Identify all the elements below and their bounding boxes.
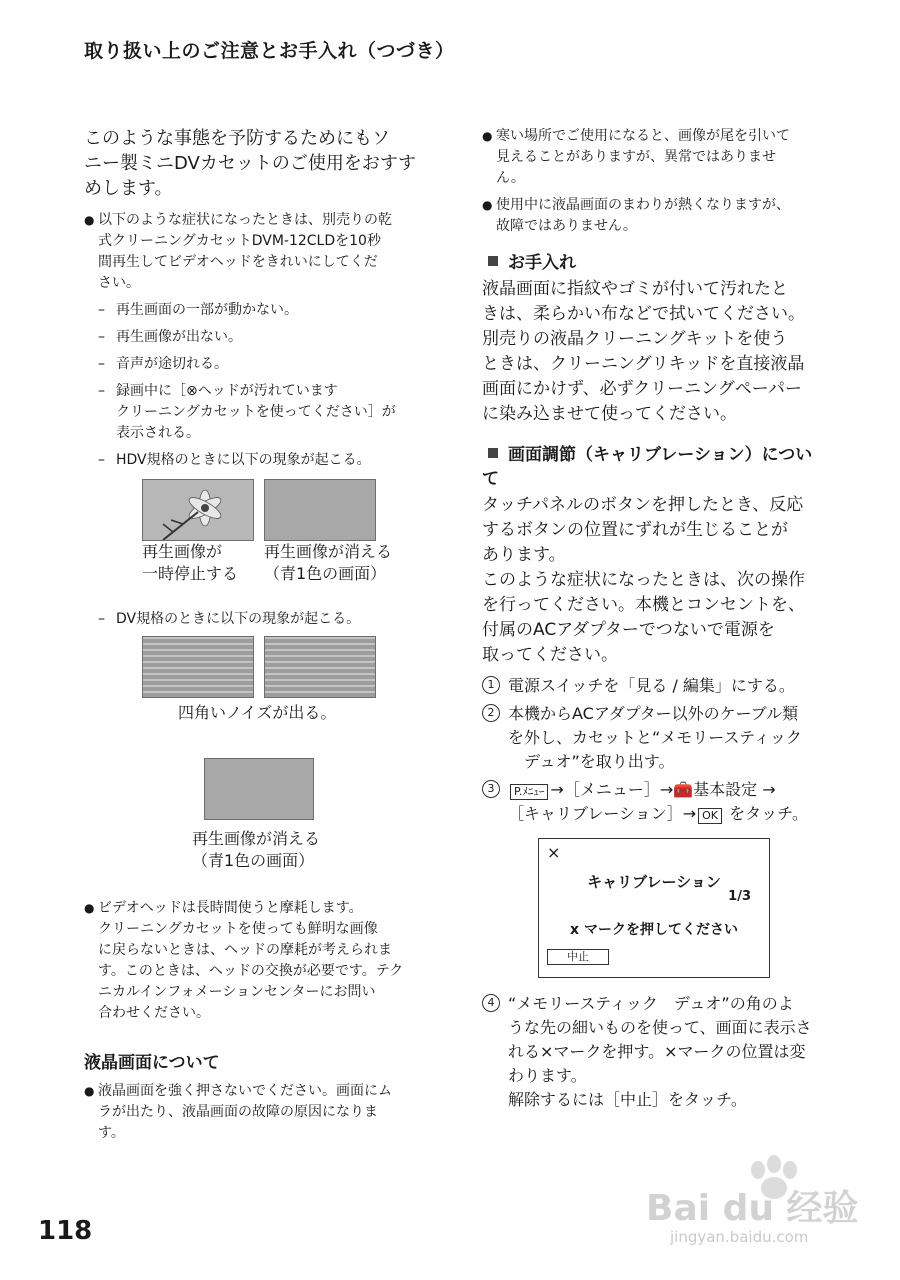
ok-button: OK: [698, 808, 722, 824]
blue-screen-figure-group: [204, 758, 434, 820]
right-column: [482, 126, 838, 1116]
symptom-item: – 録画中に［⊗ヘッドが汚れています クリーニングカセットを使ってください］が 表示される。: [98, 383, 396, 441]
toolbox-icon: 🧰: [673, 780, 694, 799]
left-column: このような事態を予防するためにもソ ニー製ミニDVカセットのご使用をおすす めします。 ● 以下のような症状になったときは、別売りの乾 式クリーニングカセットDVM-12CLDを10秒 間再生してビデオヘッドをきれいにしてくだ さい。 – 再生画面の一部が動かない。 – 再生画像が出ない。 – 音声が途切れる。 – 録画中に［⊗ヘッドが汚れています クリーニングカセットを使ってください］が 表示される。 – HDV規格のときに以下の現象が起こる。 再生画像が 一時停止する 再生画像が消える （青1色の画面） – DV規格のときに以下の現象が起こる。 四角いノイズが出る。 再生画像が消える （青1色の画面） ● ビデオヘッドは長時間使うと摩耗します。 クリーニングカセットを使っても鮮明な画像 に戻らないときは、ヘッドの摩耗が考えられま す。このときは、ヘッドの交換が必要です。テク ニカルインフォメーションセンターにお問い 合わせください。 液晶画面について ● 液晶画面を強く押さないでください。画面にム ラが出たり、液晶画面の故障の原因になりま す。: [84, 126, 434, 1150]
screen-page-counter: 1/3: [728, 889, 751, 904]
block-noise-figure: [142, 636, 254, 698]
step-1: 1 電源スイッチを「見る / 編集」にする。: [482, 674, 838, 698]
symptom-item: – 再生画像が出ない。: [98, 329, 242, 345]
calibration-x-mark: ×: [547, 843, 561, 862]
paused-image-figure: [142, 479, 254, 541]
step-4: 4 “メモリースティック デュオ”の角のよ うな先の細いものを使って、画面に表示さ れる×マークを押す。×マークの位置は変 わります。 解除するには［中止］をタッチ。: [482, 992, 838, 1112]
step-number-icon: 1: [482, 676, 500, 694]
cancel-button: 中止: [547, 949, 609, 965]
symptom-item: – HDV規格のときに以下の現象が起こる。: [98, 452, 371, 468]
lead-paragraph: このような事態を予防するためにもソ ニー製ミニDVカセットのご使用をおすす めします。: [84, 128, 417, 199]
step-number-icon: 2: [482, 704, 500, 722]
step-number-icon: 4: [482, 994, 500, 1012]
step-3: 3 P.ﾒﾆｭｰ →［メニュー］→🧰基本設定 → ［キャリブレーション］→ OK をタッチ。: [482, 778, 838, 826]
dv-figures: [142, 636, 434, 698]
blue-screen-figure: [264, 479, 376, 541]
head-wear-bullet: ● ビデオヘッドは長時間使うと摩耗します。 クリーニングカセットを使っても鮮明な画像 に戻らないときは、ヘッドの摩耗が考えられま す。このときは、ヘッドの交換が必要です。テク ニカルインフォメーションセンターにお問い 合わせください。: [84, 900, 404, 1021]
page-number: 118: [38, 1216, 93, 1246]
calibration-body: タッチパネルのボタンを押したとき、反応 するボタンの位置にずれが生じることが あります。 このような症状になったときは、次の操作 を行ってください。本機とコンセントを、 付属のACアダプターでつないで電源を 取ってください。: [482, 495, 805, 665]
block-noise-figure: [264, 636, 376, 698]
symptom-item: – 音声が途切れる。: [98, 356, 228, 372]
symptom-item: – 再生画面の一部が動かない。: [98, 302, 298, 318]
cleaning-bullet: ● 以下のような症状になったときは、別売りの乾 式クリーニングカセットDVM-12CLDを10秒 間再生してビデオヘッドをきれいにしてくだ さい。: [84, 212, 392, 291]
watermark-brand: Bai du 经验: [646, 1188, 859, 1229]
care-heading: お手入れ: [482, 251, 838, 275]
calibration-heading: 画面調節（キャリブレーション）につい て: [482, 445, 813, 489]
lcd-heading: 液晶画面について: [84, 1053, 220, 1073]
cold-bullet: ● 寒い場所でご使用になると、画像が尾を引いて 見えることがありますが、異常ではありませ ん。: [482, 128, 790, 186]
calibration-screen: [538, 838, 770, 978]
flower-icon: [143, 480, 253, 540]
care-body: 液晶画面に指紋やゴミが付いて汚れたと きは、柔らかい布などで拭いてください。 別売りの液晶クリーニングキットを使う ときは、クリーニングリキッドを直接液晶 画面にかけず、必ずクリーニングペーパー に染み込ませて使ってください。: [482, 279, 805, 424]
step-number-icon: 3: [482, 780, 500, 798]
screen-message: x マークを押してください: [570, 922, 738, 938]
heat-bullet: ● 使用中に液晶画面のまわりが熱くなりますが、 故障ではありません。: [482, 197, 790, 234]
lcd-bullet: ● 液晶画面を強く押さないでください。画面にム ラが出たり、液晶画面の故障の原因になりま す。: [84, 1083, 392, 1141]
screen-title: キャリブレーション: [587, 873, 721, 891]
symptom-item: – DV規格のときに以下の現象が起こる。: [98, 611, 361, 627]
hdv-figures: 再生画像が 一時停止する 再生画像が消える （青1色の画面）: [142, 479, 434, 585]
p-menu-button: P.ﾒﾆｭｰ: [510, 784, 548, 800]
page-title: 取り扱い上のご注意とお手入れ（つづき）: [84, 40, 455, 62]
step-2: 2 本機からACアダプター以外のケーブル類 を外し、カセットと“メモリースティック デュオ”を取り出す。: [482, 702, 838, 774]
blue-screen-figure: [204, 758, 314, 820]
watermark-url: jingyan.baidu.com: [670, 1228, 809, 1246]
baidu-watermark: [640, 1152, 860, 1252]
